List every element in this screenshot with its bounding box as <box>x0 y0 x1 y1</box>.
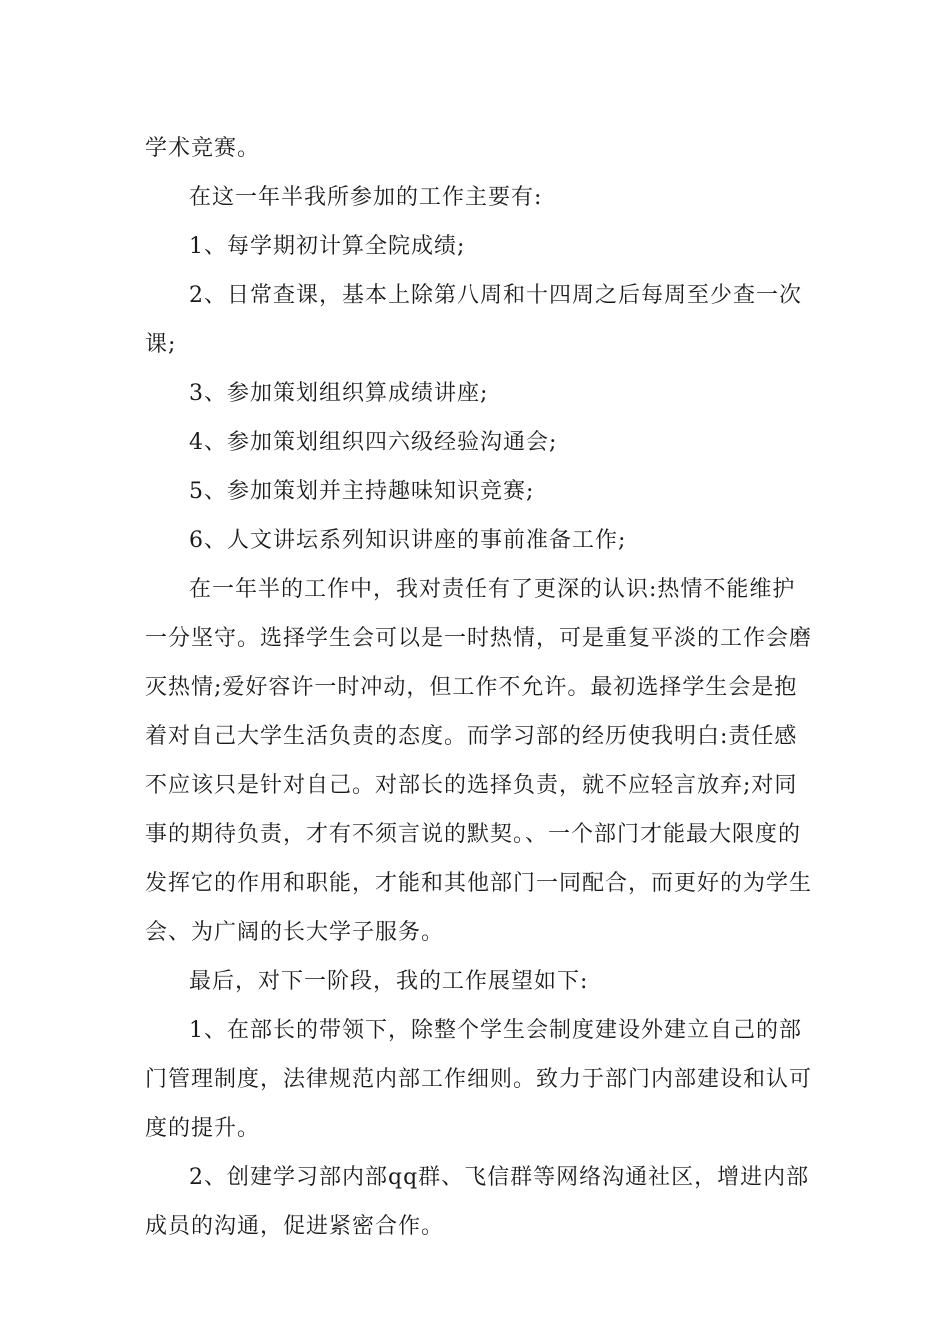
list-item-4: 4、参加策划组织四六级经验沟通会; <box>189 430 558 455</box>
document-body <box>145 124 815 1251</box>
paragraph-reflection: 在一年半的工作中，我对责任有了更深的认识:热情不能维护一分坚守。选择学生会可以是一时热情，可是重复平淡的工作会磨灭热情;爱好容许一时冲动，但工作不允许。最初选择学生会是抱着对自己大学生活负责的态度。而学习部的经历使我明白:责任感不应该只是针对自己。对部长的选择负责，就不应轻言放弃;对同事的期待负责，才有不须言说的默契。、一个部门才能最大限度的发挥它的作用和职能，才能和其他部门一同配合，而更好的为学生会、为广阔的长大学子服务。 <box>145 577 813 945</box>
list-item-2: 2、日常查课，基本上除第八周和十四周之后每周至少查一次课; <box>145 283 802 357</box>
list-item-6: 6、人文讲坛系列知识讲座的事前准备工作; <box>189 528 627 553</box>
list-item-5: 5、参加策划并主持趣味知识竞赛; <box>189 479 535 504</box>
paragraph-outlook-intro: 最后，对下一阶段，我的工作展望如下: <box>189 969 589 994</box>
list-item-1: 1、每学期初计算全院成绩; <box>189 234 466 259</box>
list-item-3: 3、参加策划组织算成绩讲座; <box>189 381 489 406</box>
outlook-item-1: 1、在部长的带领下，除整个学生会制度建设外建立自己的部门管理制度，法律规范内部工作细则。致力于部门内部建设和认可度的提升。 <box>145 1018 813 1141</box>
paragraph-1: 学术竞赛。 <box>145 136 261 161</box>
outlook-item-2: 2、创建学习部内部qq群、飞信群等网络沟通社区，增进内部成员的沟通，促进紧密合作。 <box>145 1165 810 1239</box>
paragraph-2: 在这一年半我所参加的工作主要有: <box>189 185 543 210</box>
